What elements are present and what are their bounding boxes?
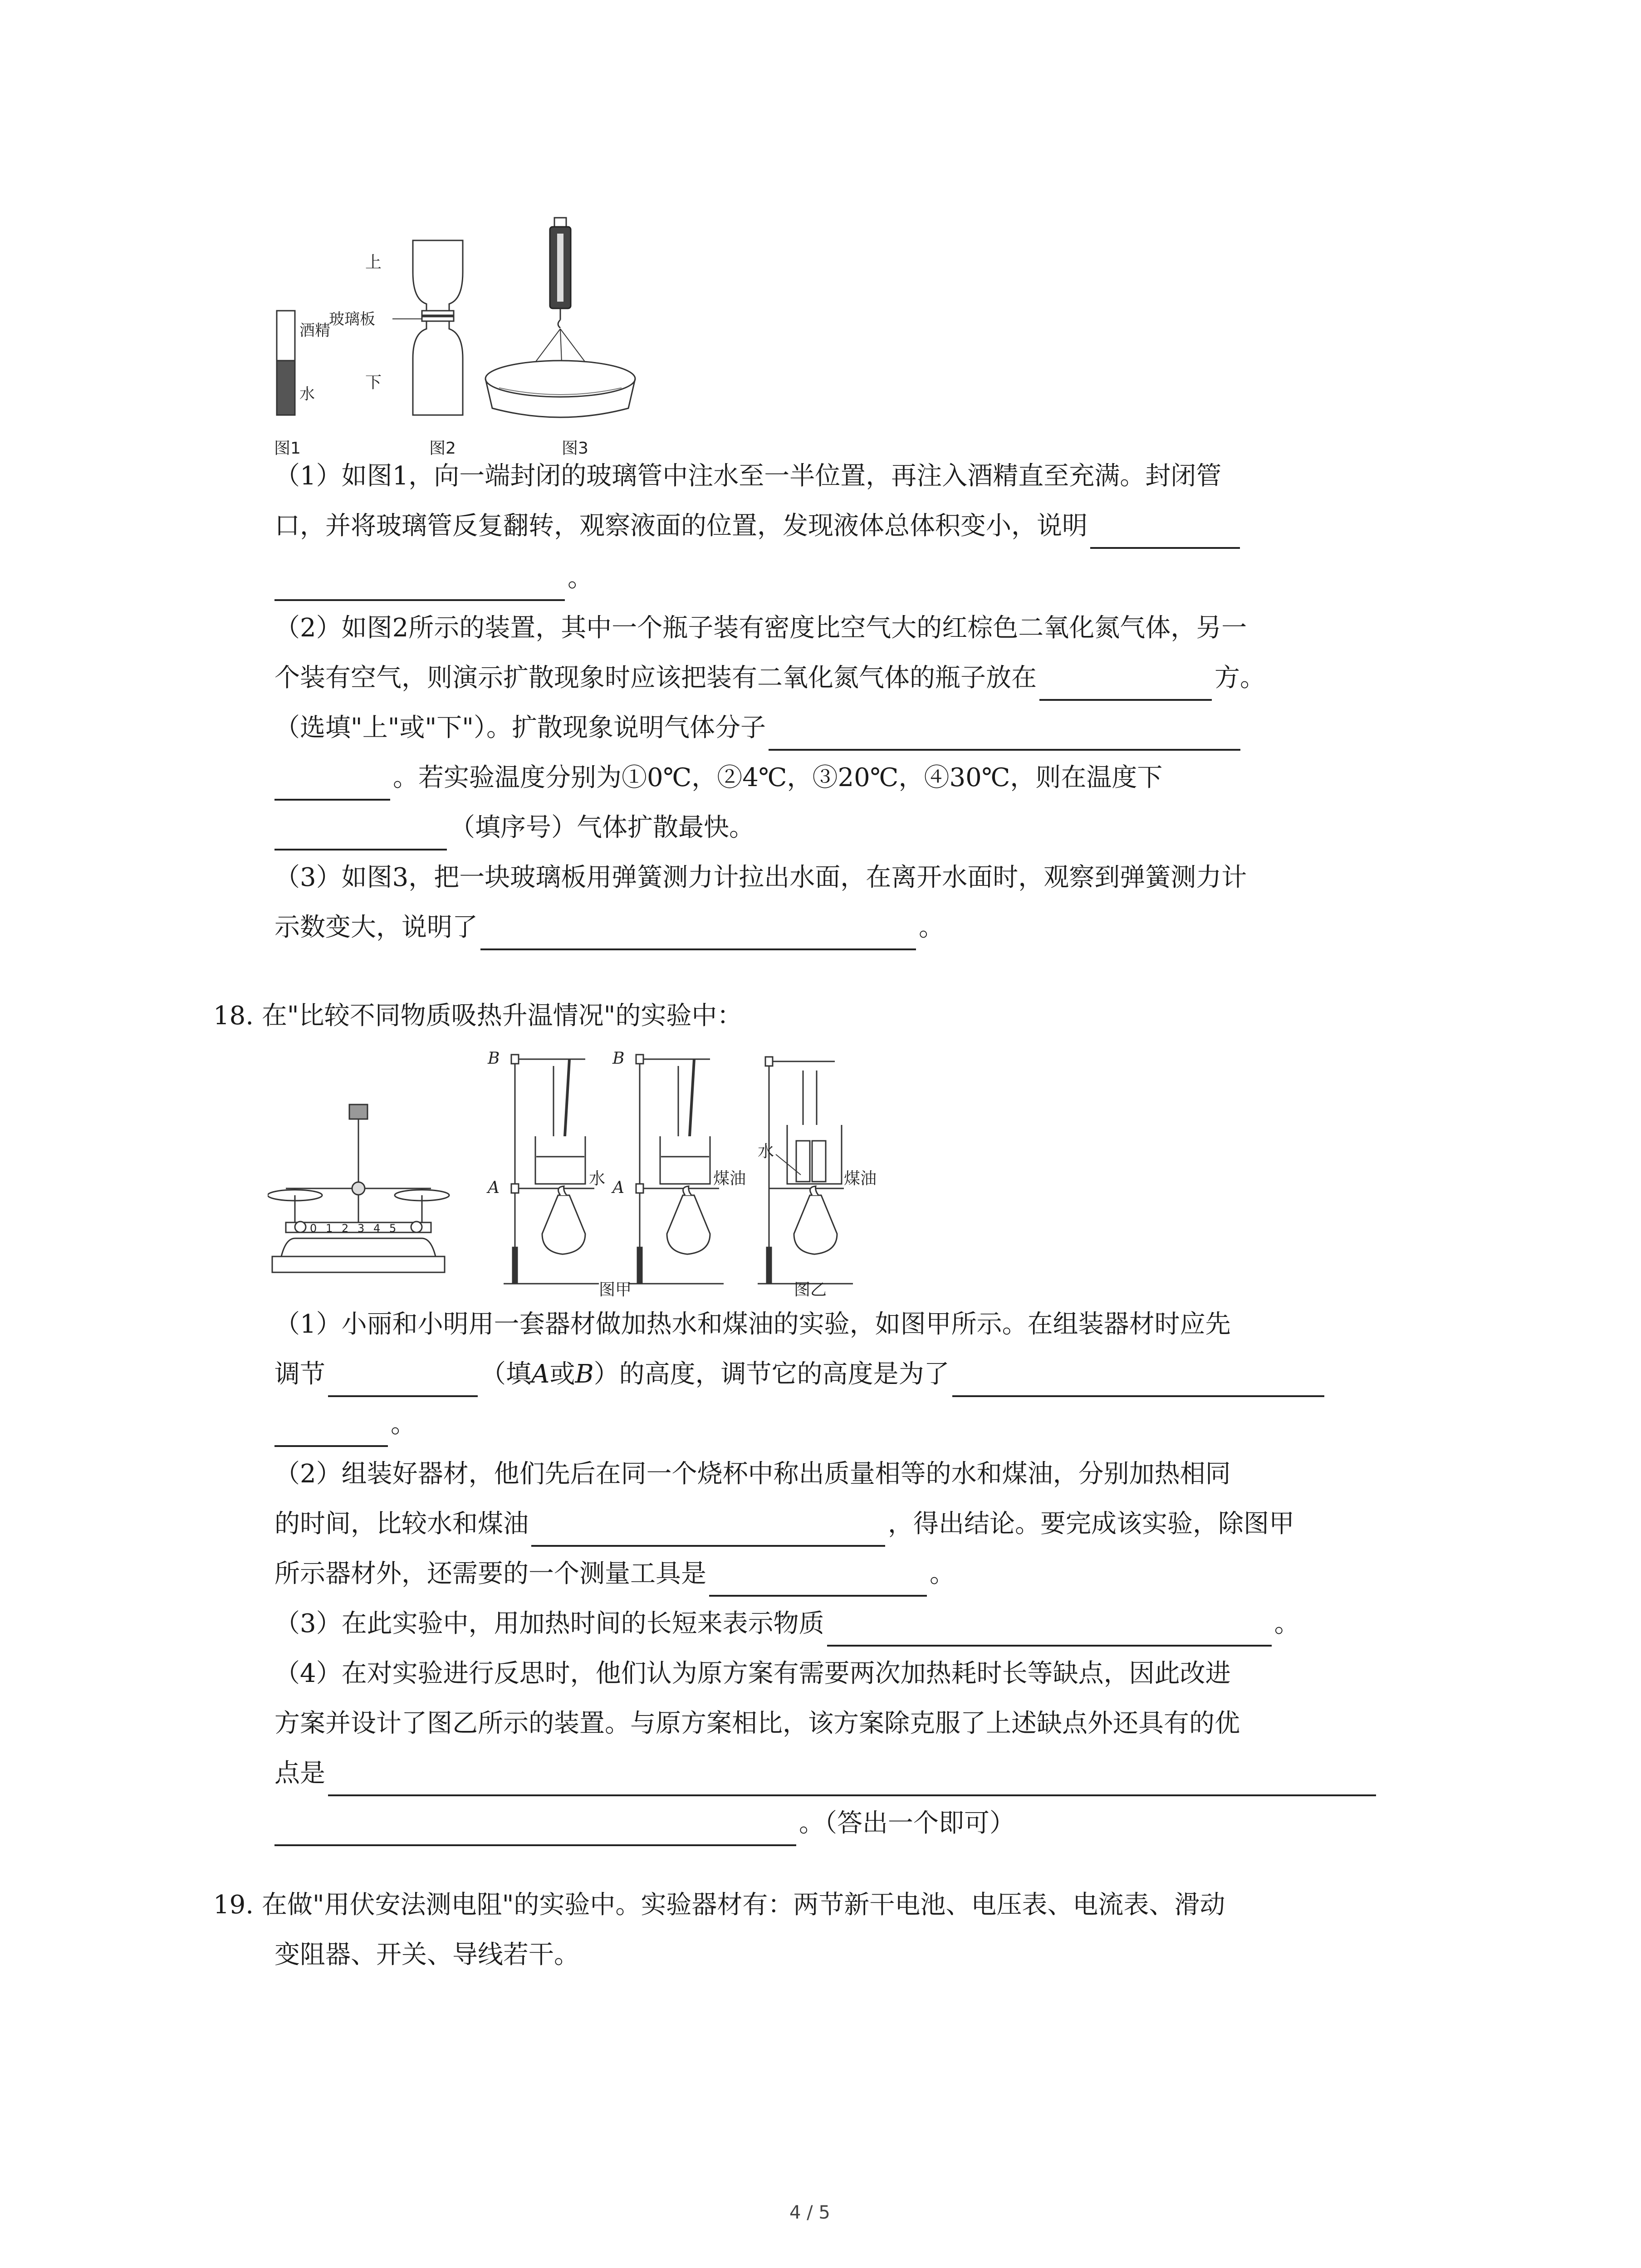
scale-tick-5: 5 (389, 1222, 397, 1235)
answer-blank-q17-1a[interactable] (1090, 518, 1240, 549)
scale-tick-4: 4 (373, 1222, 381, 1235)
figure-1-glass-tube (277, 311, 330, 415)
caption-figure-yi: 图乙 (794, 1281, 827, 1299)
q18-p2-line2: 的时间，比较水和煤油 ，得出结论。要完成该实验，除图甲 (274, 1501, 1294, 1547)
page-number: 4 / 5 (789, 2202, 830, 2223)
figure-2-bottles (329, 240, 463, 415)
figure-3-spring-scale (485, 218, 635, 417)
scale-tick-0: 0 (310, 1222, 317, 1235)
scale-tick-1: 1 (326, 1222, 333, 1235)
q18-p1-line1: （1）小丽和小明用一套器材做加热水和煤油的实验，如图甲所示。在组装器材时应先 (274, 1310, 1231, 1339)
q18-p3-line1: （3）在此实验中，用加热时间的长短来表示物质 。 (274, 1601, 1300, 1647)
q17-p2-line1: （2）如图2所示的装置，其中一个瓶子装有密度比空气大的红棕色二氧化氮气体，另一 (274, 613, 1247, 643)
answer-blank-q18-2b[interactable] (709, 1566, 927, 1597)
label-alcohol: 酒精 (299, 322, 330, 340)
answer-blank-q18-1c[interactable] (274, 1416, 388, 1447)
q17-p2-line5: （填序号）气体扩散最快。 (274, 805, 754, 850)
q18-p1-line2: 调节 （填A或B）的高度，调节它的高度是为了 (274, 1352, 1327, 1397)
label-kerosene-1: 煤油 (713, 1169, 746, 1188)
q17-p1-line2: 口，并将玻璃管反复翻转，观察液面的位置，发现液体总体积变小，说明 (274, 503, 1243, 549)
answer-blank-q18-1a[interactable] (328, 1366, 478, 1397)
q18-p2-line1: （2）组装好器材，他们先后在同一个烧杯中称出质量相等的水和煤油，分别加热相同 (274, 1459, 1231, 1489)
answer-blank-q18-4b[interactable] (274, 1815, 796, 1846)
label-water-2: 水 (758, 1142, 774, 1161)
label-up: 上 (365, 253, 382, 272)
answer-blank-q18-4a[interactable] (328, 1765, 1376, 1796)
answer-blank-q17-3[interactable] (480, 919, 916, 950)
q18-p4-line2: 方案并设计了图乙所示的装置。与原方案相比，该方案除克服了上述缺点外还具有的优 (274, 1709, 1240, 1738)
answer-blank-q17-2b[interactable] (769, 720, 1240, 751)
label-point-b-2: B (612, 1049, 625, 1068)
label-point-a-2: A (612, 1178, 624, 1197)
q17-p3-line2: 示数变大，说明了 。 (274, 905, 944, 950)
heating-stand-2 (628, 1055, 724, 1284)
label-water-1: 水 (589, 1169, 606, 1188)
q19-line1: 19. 在做"用伏安法测电阻"的实验中。实验器材有：两节新干电池、电压表、电流表、滑动 (213, 1890, 1225, 1920)
q18-p4-line4: 。（答出一个即可） (274, 1801, 1015, 1846)
q18-p1-line3: 。 (274, 1402, 416, 1447)
q17-p2-line4: 。若实验温度分别为①0℃，②4℃，③20℃，④30℃，则在温度下 (274, 755, 1162, 801)
caption-figure-3: 图3 (562, 439, 588, 458)
label-water: 水 (299, 385, 315, 403)
caption-figure-jia: 图甲 (599, 1281, 632, 1299)
q17-p1-line3: 。 (274, 556, 593, 601)
figure-1-2-3 (268, 213, 676, 467)
scale-tick-3: 3 (358, 1222, 365, 1235)
answer-blank-q17-2d[interactable] (274, 820, 447, 850)
heating-stand-1 (504, 1055, 599, 1284)
answer-blank-q17-2c[interactable] (274, 770, 390, 801)
q18-stem: 18. 在"比较不同物质吸热升温情况"的实验中： (213, 1001, 743, 1031)
q17-p3-line1: （3）如图3，把一块玻璃板用弹簧测力计拉出水面，在离开水面时，观察到弹簧测力计 (274, 863, 1247, 892)
answer-blank-q17-1b[interactable] (274, 570, 565, 601)
q18-p2-line3: 所示器材外，还需要的一个测量工具是 。 (274, 1551, 955, 1597)
label-down: 下 (365, 373, 382, 392)
figure-q18-apparatus (268, 1039, 912, 1311)
q17-p2-line3: （选填"上"或"下"）。扩散现象说明气体分子 (274, 705, 1243, 751)
caption-figure-2: 图2 (429, 439, 456, 458)
answer-blank-q18-3[interactable] (827, 1616, 1272, 1647)
answer-blank-q17-2a[interactable] (1039, 670, 1212, 701)
balance-scale (268, 1105, 449, 1272)
heating-stand-3 (758, 1057, 853, 1284)
scale-tick-2: 2 (342, 1222, 349, 1235)
q19-line2: 变阻器、开关、导线若干。 (274, 1940, 579, 1970)
label-kerosene-2: 煤油 (844, 1169, 877, 1188)
q18-p4-line1: （4）在对实验进行反思时，他们认为原方案有需要两次加热耗时长等缺点，因此改进 (274, 1659, 1231, 1688)
label-point-b-1: B (488, 1049, 500, 1068)
caption-figure-1: 图1 (274, 439, 301, 458)
q18-p4-line3: 点是 (274, 1751, 1379, 1796)
answer-blank-q18-1b[interactable] (952, 1366, 1324, 1397)
q17-p2-line2: 个装有空气，则演示扩散现象时应该把装有二氧化氮气体的瓶子放在 方。 (274, 655, 1265, 701)
label-glass-plate: 玻璃板 (329, 310, 375, 328)
q17-p1-line1: （1）如图1，向一端封闭的玻璃管中注水至一半位置，再注入酒精直至充满。封闭管 (274, 461, 1222, 491)
label-point-a-1: A (488, 1178, 500, 1197)
answer-blank-q18-2a[interactable] (531, 1516, 885, 1547)
